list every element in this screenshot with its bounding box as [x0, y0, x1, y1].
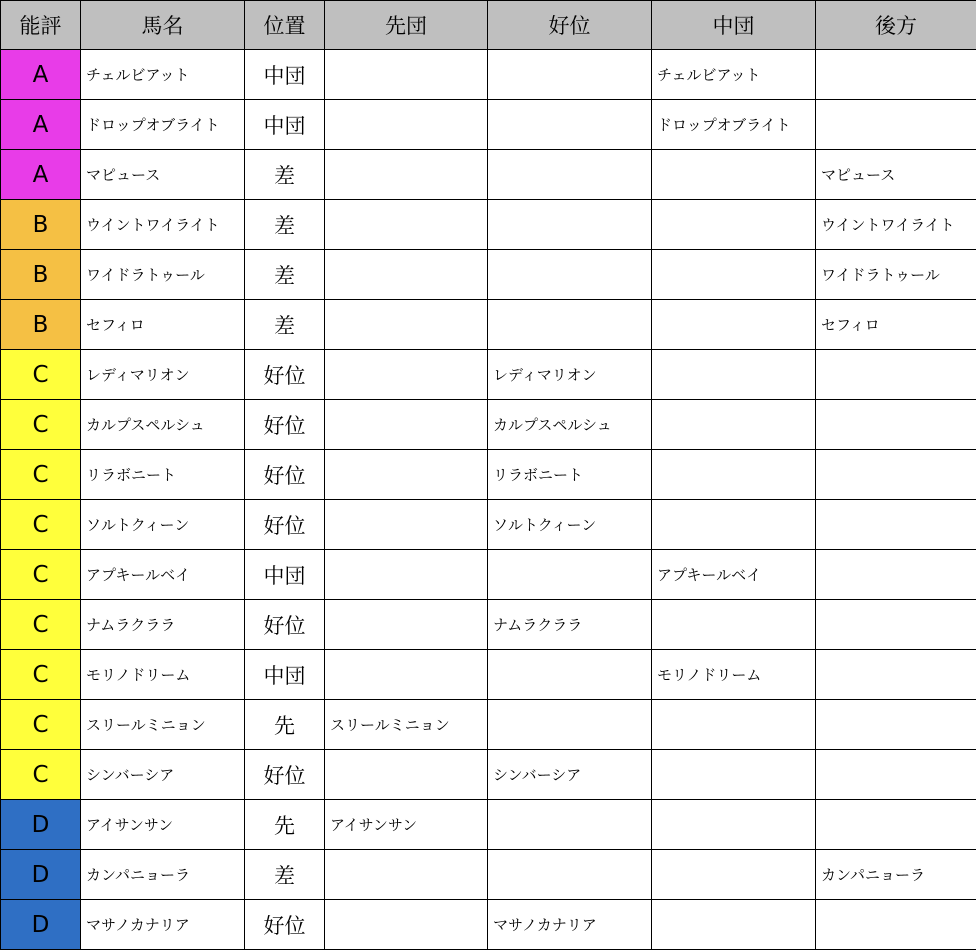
- position-cell: 好位: [245, 600, 325, 650]
- rank-badge: C: [1, 450, 81, 500]
- table-row: [1, 400, 976, 450]
- slot-mid-pack-cell: [652, 350, 816, 400]
- table-row: [1, 550, 976, 600]
- slot-leading-group-cell: [325, 850, 488, 900]
- table-row: [1, 300, 976, 350]
- slot-mid-pack-cell: [652, 450, 816, 500]
- rank-badge: C: [1, 350, 81, 400]
- slot-good-position-cell: リラボニート: [488, 450, 652, 500]
- position-cell: 先: [245, 800, 325, 850]
- slot-rear-cell: [816, 650, 976, 700]
- slot-rear-cell: [816, 100, 976, 150]
- position-cell: 中団: [245, 650, 325, 700]
- horse-name-cell: アプキールベイ: [81, 550, 245, 600]
- position-cell: 差: [245, 300, 325, 350]
- rank-badge: A: [1, 50, 81, 100]
- slot-mid-pack-cell: [652, 250, 816, 300]
- slot-leading-group-cell: [325, 900, 488, 950]
- slot-mid-pack-cell: [652, 150, 816, 200]
- table-row: [1, 900, 976, 950]
- slot-mid-pack-cell: [652, 900, 816, 950]
- horse-name-cell: アイサンサン: [81, 800, 245, 850]
- rank-badge: A: [1, 150, 81, 200]
- slot-rear-cell: [816, 550, 976, 600]
- table-row: [1, 350, 976, 400]
- table-row: [1, 850, 976, 900]
- slot-mid-pack-cell: モリノドリーム: [652, 650, 816, 700]
- slot-good-position-cell: [488, 200, 652, 250]
- horse-name-cell: リラボニート: [81, 450, 245, 500]
- slot-mid-pack-cell: [652, 400, 816, 450]
- slot-rear-cell: [816, 600, 976, 650]
- table-row: [1, 200, 976, 250]
- horse-name-cell: レディマリオン: [81, 350, 245, 400]
- position-cell: 好位: [245, 450, 325, 500]
- header-mid-pack: 中団: [652, 1, 816, 50]
- slot-leading-group-cell: [325, 500, 488, 550]
- table-body: [1, 50, 976, 950]
- rank-badge: C: [1, 750, 81, 800]
- slot-rear-cell: [816, 750, 976, 800]
- position-cell: 中団: [245, 50, 325, 100]
- slot-good-position-cell: [488, 300, 652, 350]
- slot-good-position-cell: カルプスペルシュ: [488, 400, 652, 450]
- slot-leading-group-cell: [325, 600, 488, 650]
- rank-badge: C: [1, 400, 81, 450]
- horse-name-cell: マサノカナリア: [81, 900, 245, 950]
- rank-badge: D: [1, 850, 81, 900]
- slot-leading-group-cell: [325, 350, 488, 400]
- slot-good-position-cell: [488, 850, 652, 900]
- slot-leading-group-cell: [325, 450, 488, 500]
- slot-good-position-cell: ナムラクララ: [488, 600, 652, 650]
- slot-mid-pack-cell: [652, 300, 816, 350]
- position-cell: 先: [245, 700, 325, 750]
- header-position: 位置: [245, 1, 325, 50]
- slot-mid-pack-cell: ドロップオブライト: [652, 100, 816, 150]
- slot-good-position-cell: [488, 50, 652, 100]
- slot-mid-pack-cell: [652, 700, 816, 750]
- slot-mid-pack-cell: [652, 750, 816, 800]
- table-row: [1, 500, 976, 550]
- rank-badge: D: [1, 800, 81, 850]
- rank-badge: C: [1, 600, 81, 650]
- table-row: [1, 600, 976, 650]
- table-row: [1, 800, 976, 850]
- slot-leading-group-cell: [325, 300, 488, 350]
- position-cell: 差: [245, 150, 325, 200]
- horse-name-cell: モリノドリーム: [81, 650, 245, 700]
- horse-name-cell: チェルビアット: [81, 50, 245, 100]
- slot-mid-pack-cell: アプキールベイ: [652, 550, 816, 600]
- slot-good-position-cell: [488, 150, 652, 200]
- slot-rear-cell: [816, 50, 976, 100]
- slot-leading-group-cell: スリールミニョン: [325, 700, 488, 750]
- horse-name-cell: ワイドラトゥール: [81, 250, 245, 300]
- horse-name-cell: マピュース: [81, 150, 245, 200]
- position-cell: 好位: [245, 900, 325, 950]
- rank-badge: B: [1, 250, 81, 300]
- table-row: [1, 450, 976, 500]
- slot-mid-pack-cell: [652, 200, 816, 250]
- table-row: [1, 100, 976, 150]
- table-row: [1, 700, 976, 750]
- rank-badge: D: [1, 900, 81, 950]
- slot-good-position-cell: シンバーシア: [488, 750, 652, 800]
- slot-leading-group-cell: [325, 400, 488, 450]
- slot-rear-cell: ワイドラトゥール: [816, 250, 976, 300]
- horse-name-cell: ナムラクララ: [81, 600, 245, 650]
- horse-name-cell: セフィロ: [81, 300, 245, 350]
- header-rear: 後方: [816, 1, 976, 50]
- slot-leading-group-cell: [325, 750, 488, 800]
- position-cell: 差: [245, 850, 325, 900]
- slot-leading-group-cell: [325, 200, 488, 250]
- slot-good-position-cell: [488, 650, 652, 700]
- header-leading-group: 先団: [325, 1, 488, 50]
- slot-mid-pack-cell: [652, 600, 816, 650]
- slot-leading-group-cell: [325, 100, 488, 150]
- slot-good-position-cell: [488, 550, 652, 600]
- slot-rear-cell: マピュース: [816, 150, 976, 200]
- position-cell: 中団: [245, 100, 325, 150]
- position-cell: 差: [245, 200, 325, 250]
- table-row: [1, 250, 976, 300]
- slot-mid-pack-cell: [652, 850, 816, 900]
- slot-good-position-cell: ソルトクィーン: [488, 500, 652, 550]
- rank-badge: B: [1, 200, 81, 250]
- position-cell: 好位: [245, 500, 325, 550]
- rank-badge: B: [1, 300, 81, 350]
- slot-mid-pack-cell: [652, 500, 816, 550]
- slot-good-position-cell: [488, 800, 652, 850]
- rank-badge: A: [1, 100, 81, 150]
- table-row: [1, 150, 976, 200]
- rank-badge: C: [1, 550, 81, 600]
- position-cell: 中団: [245, 550, 325, 600]
- horse-name-cell: ソルトクィーン: [81, 500, 245, 550]
- slot-leading-group-cell: [325, 250, 488, 300]
- horse-name-cell: カンパニョーラ: [81, 850, 245, 900]
- slot-good-position-cell: マサノカナリア: [488, 900, 652, 950]
- slot-rear-cell: [816, 900, 976, 950]
- rank-badge: C: [1, 650, 81, 700]
- slot-leading-group-cell: [325, 50, 488, 100]
- header-rank: 能評: [1, 1, 81, 50]
- table-row: [1, 50, 976, 100]
- slot-mid-pack-cell: チェルビアット: [652, 50, 816, 100]
- position-cell: 好位: [245, 350, 325, 400]
- slot-leading-group-cell: [325, 650, 488, 700]
- horse-name-cell: ウイントワイライト: [81, 200, 245, 250]
- position-cell: 好位: [245, 400, 325, 450]
- table-row: [1, 750, 976, 800]
- header-horse-name: 馬名: [81, 1, 245, 50]
- rank-badge: C: [1, 500, 81, 550]
- slot-mid-pack-cell: [652, 800, 816, 850]
- header-good-position: 好位: [488, 1, 652, 50]
- slot-rear-cell: [816, 700, 976, 750]
- slot-rear-cell: ウイントワイライト: [816, 200, 976, 250]
- horse-name-cell: ドロップオブライト: [81, 100, 245, 150]
- header-row: [1, 1, 976, 50]
- slot-leading-group-cell: [325, 150, 488, 200]
- slot-rear-cell: [816, 400, 976, 450]
- slot-good-position-cell: [488, 250, 652, 300]
- slot-rear-cell: [816, 450, 976, 500]
- slot-rear-cell: カンパニョーラ: [816, 850, 976, 900]
- slot-leading-group-cell: [325, 550, 488, 600]
- horse-name-cell: カルプスペルシュ: [81, 400, 245, 450]
- table-row: [1, 650, 976, 700]
- horse-name-cell: スリールミニョン: [81, 700, 245, 750]
- slot-good-position-cell: [488, 700, 652, 750]
- slot-rear-cell: セフィロ: [816, 300, 976, 350]
- rank-badge: C: [1, 700, 81, 750]
- position-cell: 差: [245, 250, 325, 300]
- slot-rear-cell: [816, 500, 976, 550]
- position-cell: 好位: [245, 750, 325, 800]
- slot-leading-group-cell: アイサンサン: [325, 800, 488, 850]
- slot-rear-cell: [816, 350, 976, 400]
- horse-name-cell: シンバーシア: [81, 750, 245, 800]
- slot-good-position-cell: [488, 100, 652, 150]
- slot-good-position-cell: レディマリオン: [488, 350, 652, 400]
- slot-rear-cell: [816, 800, 976, 850]
